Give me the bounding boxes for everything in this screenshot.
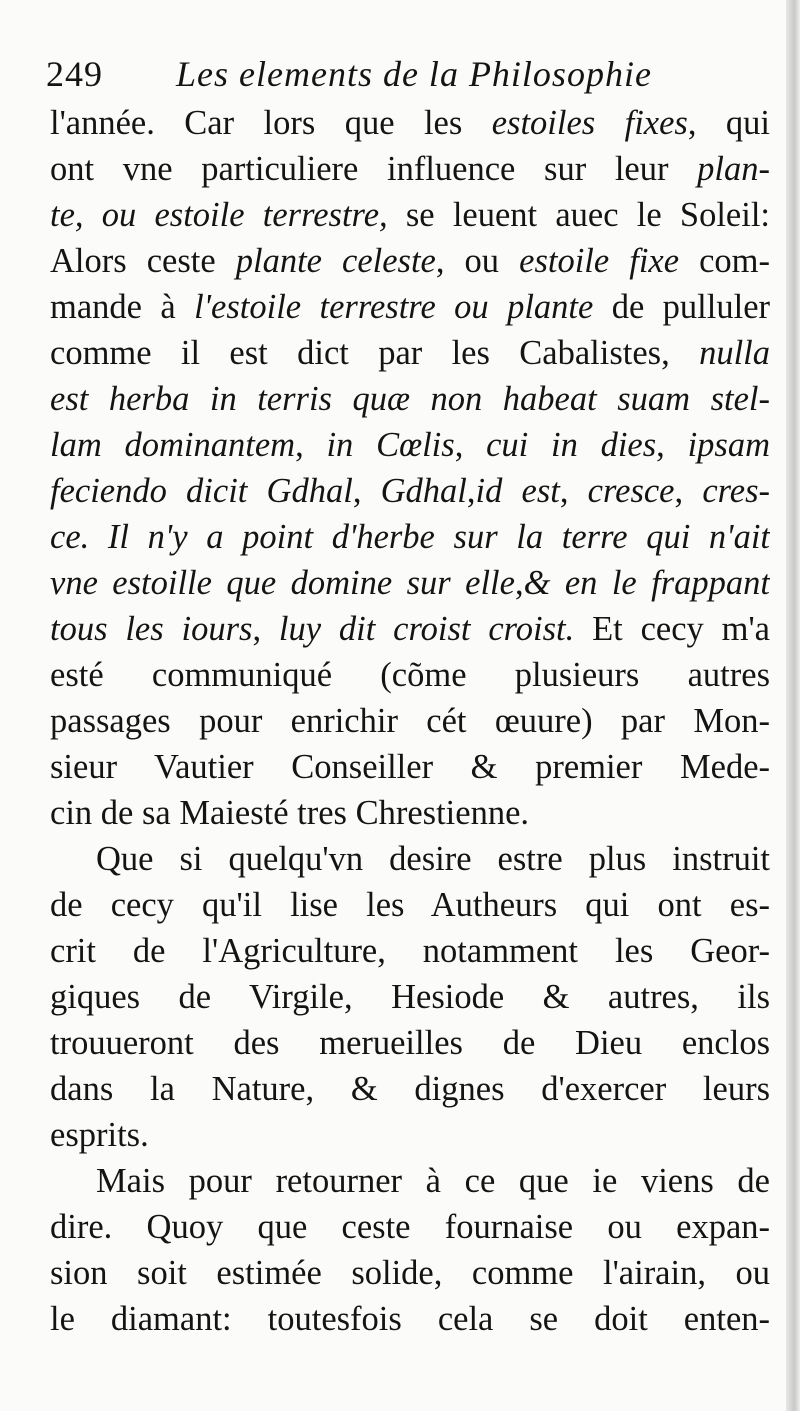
italic-text-segment: tous les iours	[50, 610, 253, 648]
italic-text-segment: ipsam	[687, 426, 770, 464]
text-line	[50, 1158, 770, 1204]
text-line	[50, 376, 770, 422]
text-line	[50, 698, 770, 744]
text-line	[50, 744, 770, 790]
text-segment: esté communiqué (cõme plusieurs autres	[50, 656, 770, 694]
text-segment: dans la Nature, & dignes d'exercer leurs	[50, 1070, 770, 1108]
italic-text-segment: estoile fixe	[519, 242, 680, 280]
italic-text-segment: te, ou estoile terrestre,	[50, 196, 388, 234]
italic-text-segment: nulla	[699, 334, 770, 372]
text-line	[50, 100, 770, 146]
text-line	[50, 514, 770, 560]
text-segment: Alors ceste	[50, 242, 236, 280]
text-line	[50, 284, 770, 330]
text-segment: se leuent auec le Soleil:	[387, 196, 770, 234]
text-segment: giques de Virgile, Hesiode & autres, ils	[50, 978, 770, 1016]
italic-text-segment: lam dominantem	[50, 426, 296, 464]
italic-text-segment: luy dit croist croist.	[278, 610, 575, 648]
text-line	[50, 882, 770, 928]
italic-text-segment: & en le frappant	[523, 564, 770, 602]
text-segment: ,	[559, 472, 588, 510]
text-segment: passages pour enrichir cét œuure) par Mon-	[50, 702, 770, 740]
text-segment: de pulluler	[593, 288, 770, 326]
text-segment: ,	[252, 610, 279, 648]
text-segment: Mais pour retourner à ce que ie viens de	[96, 1162, 770, 1200]
italic-text-segment: feciendo dicit Gdhal	[50, 472, 353, 510]
text-segment: ,	[514, 564, 524, 602]
text-segment: ,	[656, 426, 688, 464]
text-segment: ,	[454, 426, 487, 464]
text-line	[50, 1066, 770, 1112]
text-segment: ,	[295, 426, 327, 464]
text-line	[50, 330, 770, 376]
body-text	[50, 100, 770, 1342]
text-line	[50, 560, 770, 606]
text-segment: Que si quelqu'vn desire estre plus instruit	[96, 840, 770, 878]
text-segment: sion soit estimée solide, comme l'airain, ou	[50, 1254, 770, 1292]
text-segment: ,	[352, 472, 381, 510]
text-segment: mande à	[50, 288, 195, 326]
text-segment: com-	[679, 242, 770, 280]
text-line	[50, 1204, 770, 1250]
text-segment: comme il est dict par les Cabalistes,	[50, 334, 700, 372]
text-line	[50, 652, 770, 698]
italic-text-segment: ce. Il n'y a point d'herbe sur la terre qui n'ait	[50, 518, 770, 556]
italic-text-segment: cui in dies	[486, 426, 657, 464]
text-line	[50, 974, 770, 1020]
text-segment: , ou	[435, 242, 520, 280]
text-segment: cin de sa Maiesté tres Chrestienne.	[50, 794, 530, 832]
italic-text-segment: vne estoille que domine sur elle	[50, 564, 515, 602]
text-segment: dire. Quoy que ceste fournaise ou expan-	[50, 1208, 770, 1246]
text-line	[50, 468, 770, 514]
running-title: Les elements de la Philosophie	[176, 54, 652, 94]
text-line	[50, 606, 770, 652]
text-line	[50, 422, 770, 468]
italic-text-segment: plan-	[697, 150, 770, 188]
text-segment: de cecy qu'il lise les Autheurs qui ont es-	[50, 886, 770, 924]
text-line	[50, 1296, 770, 1342]
text-segment: ,	[466, 472, 476, 510]
italic-text-segment: cresce	[587, 472, 675, 510]
italic-text-segment: in Cœlis	[326, 426, 455, 464]
text-segment: trouueront des merueilles de Dieu enclos	[50, 1024, 770, 1062]
italic-text-segment: id est	[475, 472, 560, 510]
italic-text-segment: l'estoile terrestre ou plante	[194, 288, 594, 326]
page-edge-shadow	[786, 0, 800, 1411]
page-number: 249	[46, 54, 103, 94]
italic-text-segment: Gdhal	[380, 472, 467, 510]
italic-text-segment: cres-	[702, 472, 770, 510]
text-segment: crit de l'Agriculture, notamment les Geor-	[50, 932, 770, 970]
text-segment: sieur Vautier Conseiller & premier Mede-	[50, 748, 770, 786]
text-line	[50, 836, 770, 882]
italic-text-segment: plante celeste	[235, 242, 436, 280]
italic-text-segment: estoiles fixes	[491, 104, 688, 142]
text-line	[50, 928, 770, 974]
text-line	[50, 1250, 770, 1296]
italic-text-segment: est herba in terris quæ non habeat suam stel-	[50, 380, 770, 418]
text-line	[50, 238, 770, 284]
text-line	[50, 1112, 770, 1158]
text-line	[50, 192, 770, 238]
text-segment: esprits.	[50, 1116, 149, 1154]
page-header	[40, 44, 770, 100]
text-segment: le diamant: toutesfois cela se doit enten-	[50, 1300, 770, 1338]
text-segment: l'année. Car lors que les	[50, 104, 492, 142]
text-segment: Et cecy m'a	[574, 610, 770, 648]
text-segment: ont vne particuliere influence sur leur	[50, 150, 698, 188]
text-segment: ,	[674, 472, 703, 510]
text-line	[50, 1020, 770, 1066]
text-segment: , qui	[687, 104, 770, 142]
text-line	[50, 146, 770, 192]
text-line	[50, 790, 770, 836]
